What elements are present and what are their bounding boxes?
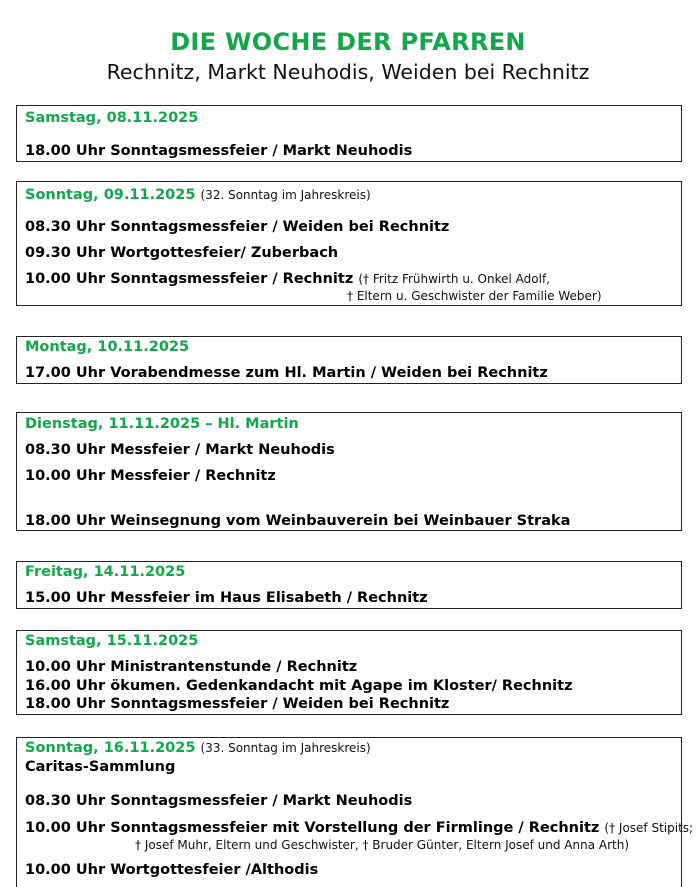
event-line: 08.30 Uhr Messfeier / Markt Neuhodis (25, 442, 335, 458)
day-heading-line (25, 187, 371, 203)
intention-note-continued: † Josef Muhr, Eltern und Geschwister, † Bruder Günter, Eltern Josef und Anna Arth) (135, 838, 630, 852)
day-heading: Freitag, 14.11.2025 (25, 564, 186, 580)
liturgical-note: (33. Sonntag im Jahreskreis) (200, 741, 371, 755)
day-box (16, 630, 682, 715)
event-line: 18.00 Uhr Weinsegnung vom Weinbauverein bei Weinbauer Straka (25, 513, 571, 529)
day-box (16, 181, 682, 306)
day-heading: Sonntag, 16.11.2025 (25, 740, 196, 756)
event-line: 08.30 Uhr Sonntagsmessfeier / Markt Neuhodis (25, 793, 413, 809)
intention-note-continued: † Eltern u. Geschwister der Familie Weber) (347, 289, 602, 303)
event-line: 10.00 Uhr Wortgottesfeier /Althodis (25, 862, 319, 878)
day-heading: Dienstag, 11.11.2025 – Hl. Martin (25, 416, 299, 432)
page-subtitle: Rechnitz, Markt Neuhodis, Weiden bei Rechnitz (106, 60, 590, 84)
collection-note: Caritas-Sammlung (25, 759, 176, 775)
event-text: 10.00 Uhr Sonntagsmessfeier mit Vorstellung der Firmlinge / Rechnitz (25, 820, 600, 836)
day-heading: Sonntag, 09.11.2025 (25, 187, 196, 203)
event-line: 08.30 Uhr Sonntagsmessfeier / Weiden bei Rechnitz (25, 219, 450, 235)
day-heading: Montag, 10.11.2025 (25, 339, 190, 355)
event-line: 17.00 Uhr Vorabendmesse zum Hl. Martin / Weiden bei Rechnitz (25, 365, 548, 381)
intention-note: († Josef Stipits; (604, 821, 694, 835)
event-line (25, 820, 693, 836)
event-line: 18.00 Uhr Sonntagsmessfeier / Weiden bei Rechnitz (25, 696, 450, 712)
page-title: DIE WOCHE DER PFARREN (170, 28, 526, 56)
event-line (25, 271, 550, 287)
day-box (16, 561, 682, 609)
event-line: 15.00 Uhr Messfeier im Haus Elisabeth / Rechnitz (25, 590, 428, 606)
day-box (16, 412, 682, 531)
day-box (16, 105, 682, 162)
liturgical-note: (32. Sonntag im Jahreskreis) (200, 188, 371, 202)
event-text: 10.00 Uhr Sonntagsmessfeier / Rechnitz (25, 271, 354, 287)
day-box (16, 336, 682, 384)
event-line: 16.00 Uhr ökumen. Gedenkandacht mit Agape im Kloster/ Rechnitz (25, 678, 573, 694)
event-line: 18.00 Uhr Sonntagsmessfeier / Markt Neuhodis (25, 143, 413, 159)
day-heading: Samstag, 08.11.2025 (25, 110, 199, 126)
event-line: 10.00 Uhr Messfeier / Rechnitz (25, 468, 276, 484)
day-heading-line (25, 740, 371, 756)
day-box (16, 737, 694, 887)
event-line: 09.30 Uhr Wortgottesfeier/ Zuberbach (25, 245, 339, 261)
intention-note: († Fritz Frühwirth u. Onkel Adolf, (358, 272, 550, 286)
event-line: 10.00 Uhr Ministrantenstunde / Rechnitz (25, 659, 358, 675)
day-heading: Samstag, 15.11.2025 (25, 633, 199, 649)
